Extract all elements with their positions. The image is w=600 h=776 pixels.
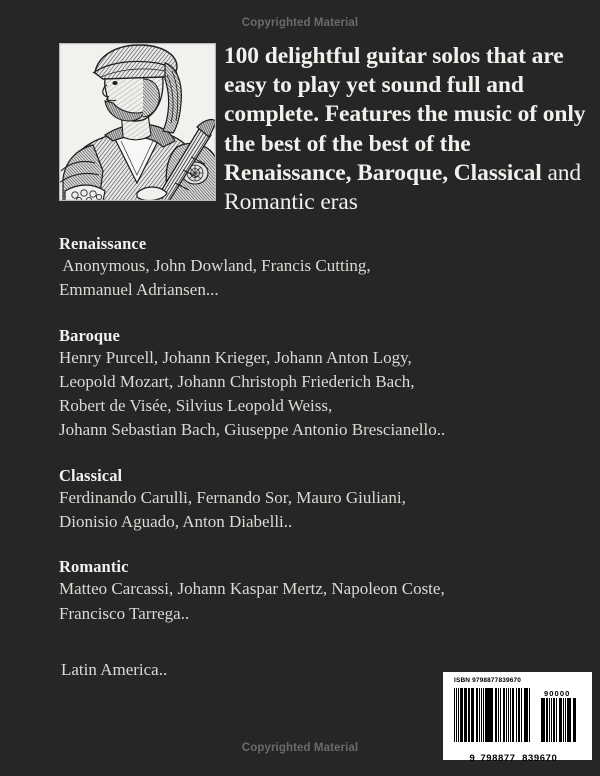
copyright-watermark-top: Copyrighted Material <box>241 17 359 29</box>
era-name-line: Anonymous, John Dowland, Francis Cutting, <box>59 256 371 275</box>
era-name-line: Johann Sebastian Bach, Giuseppe Antonio Brescianello.. <box>59 420 446 440</box>
era-heading-romantic: Romantic <box>59 557 129 577</box>
era-block-renaissance <box>59 233 579 303</box>
blurb-regular: and Romantic eras <box>224 159 582 216</box>
renaissance-lute-player-woodcut <box>59 43 216 201</box>
era-names-romantic <box>59 577 579 626</box>
barcode-isbn-label: ISBN 9798877839670 <box>454 677 522 684</box>
era-block-classical <box>59 465 579 535</box>
era-name-line: Emmanuel Adriansen... <box>59 280 219 300</box>
era-name-line: Leopold Mozart, Johann Christoph Friederich Bach, <box>59 371 415 391</box>
era-block-baroque <box>59 325 579 443</box>
barcode-main-bars <box>454 688 531 742</box>
barcode-human-left: 798877 <box>480 753 516 764</box>
era-name-line: Robert de Visée, Silvius Leopold Weiss, <box>59 396 333 416</box>
era-composer-list <box>59 233 579 626</box>
era-name-line: Francisco Tarrega.. <box>59 603 190 623</box>
era-heading-baroque: Baroque <box>59 325 120 345</box>
era-names-renaissance <box>59 254 579 303</box>
barcode-human-right: 839670 <box>522 753 558 764</box>
era-name-line: Matteo Carcassi, Johann Kaspar Mertz, Napoleon Coste, <box>59 579 445 599</box>
barcode-human-lead: 9 <box>469 753 476 764</box>
copyright-watermark-bottom: Copyrighted Material <box>241 742 359 754</box>
era-names-baroque <box>59 346 579 443</box>
era-names-classical <box>59 486 579 535</box>
era-name-line: Ferdinando Carulli, Fernando Sor, Mauro Giuliani, <box>59 487 406 507</box>
latin-america-line: Latin America.. <box>61 660 168 679</box>
era-name-line: Dionisio Aguado, Anton Diabelli.. <box>59 512 293 532</box>
era-heading-classical: Classical <box>59 465 123 485</box>
era-block-romantic <box>59 556 579 626</box>
barcode-supplement-digits: 90000 <box>544 689 571 698</box>
blurb-text <box>224 42 590 217</box>
barcode-supplement-bars <box>541 698 577 742</box>
era-name-line: Henry Purcell, Johann Krieger, Johann Anton Logy, <box>59 347 412 367</box>
era-heading-renaissance: Renaissance <box>59 234 147 253</box>
woodcut-artwork <box>59 43 216 201</box>
blurb-bold: 100 delightful guitar solos that are easy to play yet sound full and complete. Features the music of only the best of the best of the Renaissance, Baroque, Classical <box>224 43 586 186</box>
